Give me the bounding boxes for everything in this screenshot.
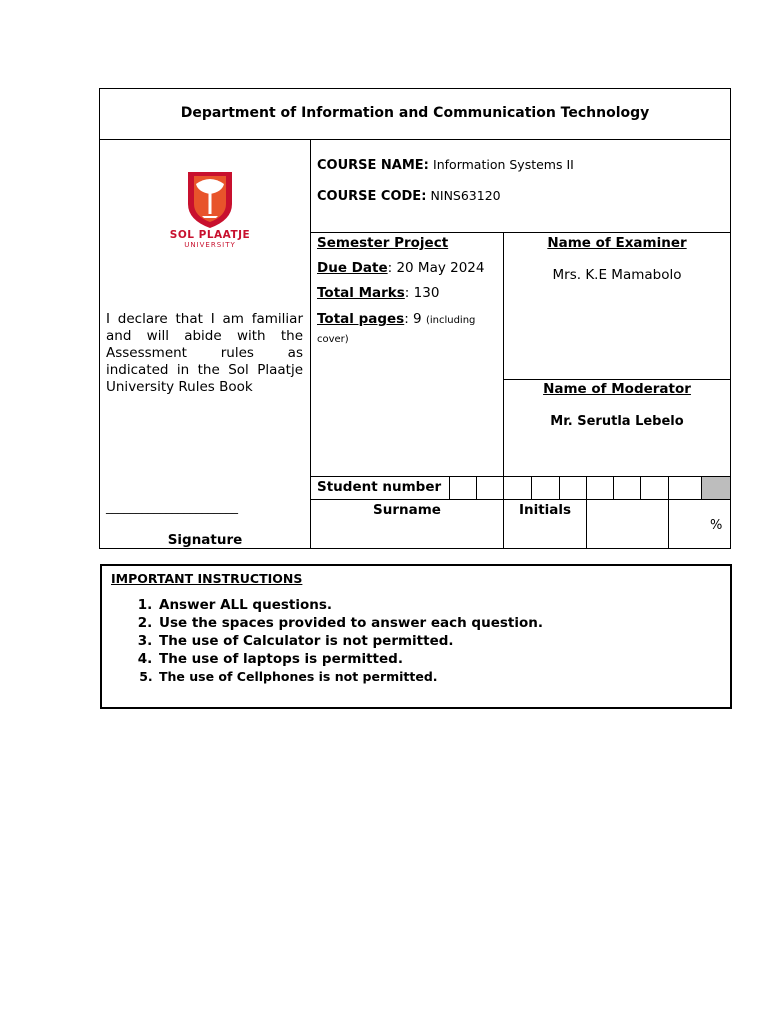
instruction-item: 4. The use of laptops is permitted. <box>157 650 543 668</box>
total-pages-note-cont: cover) <box>317 334 349 345</box>
student-number-label: Student number <box>317 479 442 495</box>
instructions-list <box>130 596 543 686</box>
total-marks-row <box>317 285 439 301</box>
course-code-label: COURSE CODE: <box>317 189 427 204</box>
department-title: Department of Information and Communication Technology <box>180 105 650 121</box>
instructions-title: IMPORTANT INSTRUCTIONS <box>111 571 303 586</box>
signature-line: ______________________ <box>106 500 238 514</box>
instruction-item: 2. Use the spaces provided to answer each question. <box>157 614 543 632</box>
examiner-name: Mrs. K.E Mamabolo <box>552 267 682 283</box>
total-marks-value: : 130 <box>404 285 440 301</box>
initials-label: Initials <box>518 502 572 518</box>
semester-project-title: Semester Project <box>317 235 449 251</box>
due-date-label: Due Date <box>317 260 388 276</box>
course-name-label: COURSE NAME: <box>317 158 429 173</box>
due-date-value: : 20 May 2024 <box>387 260 485 276</box>
total-pages-row <box>317 311 475 327</box>
due-date-row <box>317 260 484 276</box>
course-name-value: Information Systems II <box>433 157 574 172</box>
total-pages-note: (including <box>425 315 476 326</box>
logo-line-1: SOL PLAATJE <box>169 229 251 241</box>
examiner-label: Name of Examiner <box>547 235 687 251</box>
course-name-row <box>317 157 574 173</box>
course-code-row <box>317 188 501 204</box>
signature-label: Signature <box>167 532 243 548</box>
surname-label: Surname <box>373 502 441 518</box>
shaded-cell <box>702 477 730 499</box>
instruction-item: 5. The use of Cellphones is not permitted. <box>157 668 543 686</box>
course-code-value: NINS63120 <box>430 188 501 203</box>
university-logo <box>130 160 290 260</box>
instruction-item: 3. The use of Calculator is not permitted. <box>157 632 543 650</box>
total-pages-label: Total pages <box>317 311 405 327</box>
moderator-label: Name of Moderator <box>543 381 691 397</box>
logo-line-2: UNIVERSITY <box>184 241 236 249</box>
moderator-name: Mr. Serutla Lebelo <box>550 414 684 429</box>
total-marks-label: Total Marks <box>317 285 405 301</box>
percent-sign: % <box>710 518 723 533</box>
total-pages-value: : 9 <box>404 311 422 327</box>
declaration-text: I declare that I am familiar and will abide with the Assessment rules as indicated in the Sol Plaatje University Rules Book <box>106 311 303 395</box>
instruction-item: 1. Answer ALL questions. <box>157 596 543 614</box>
